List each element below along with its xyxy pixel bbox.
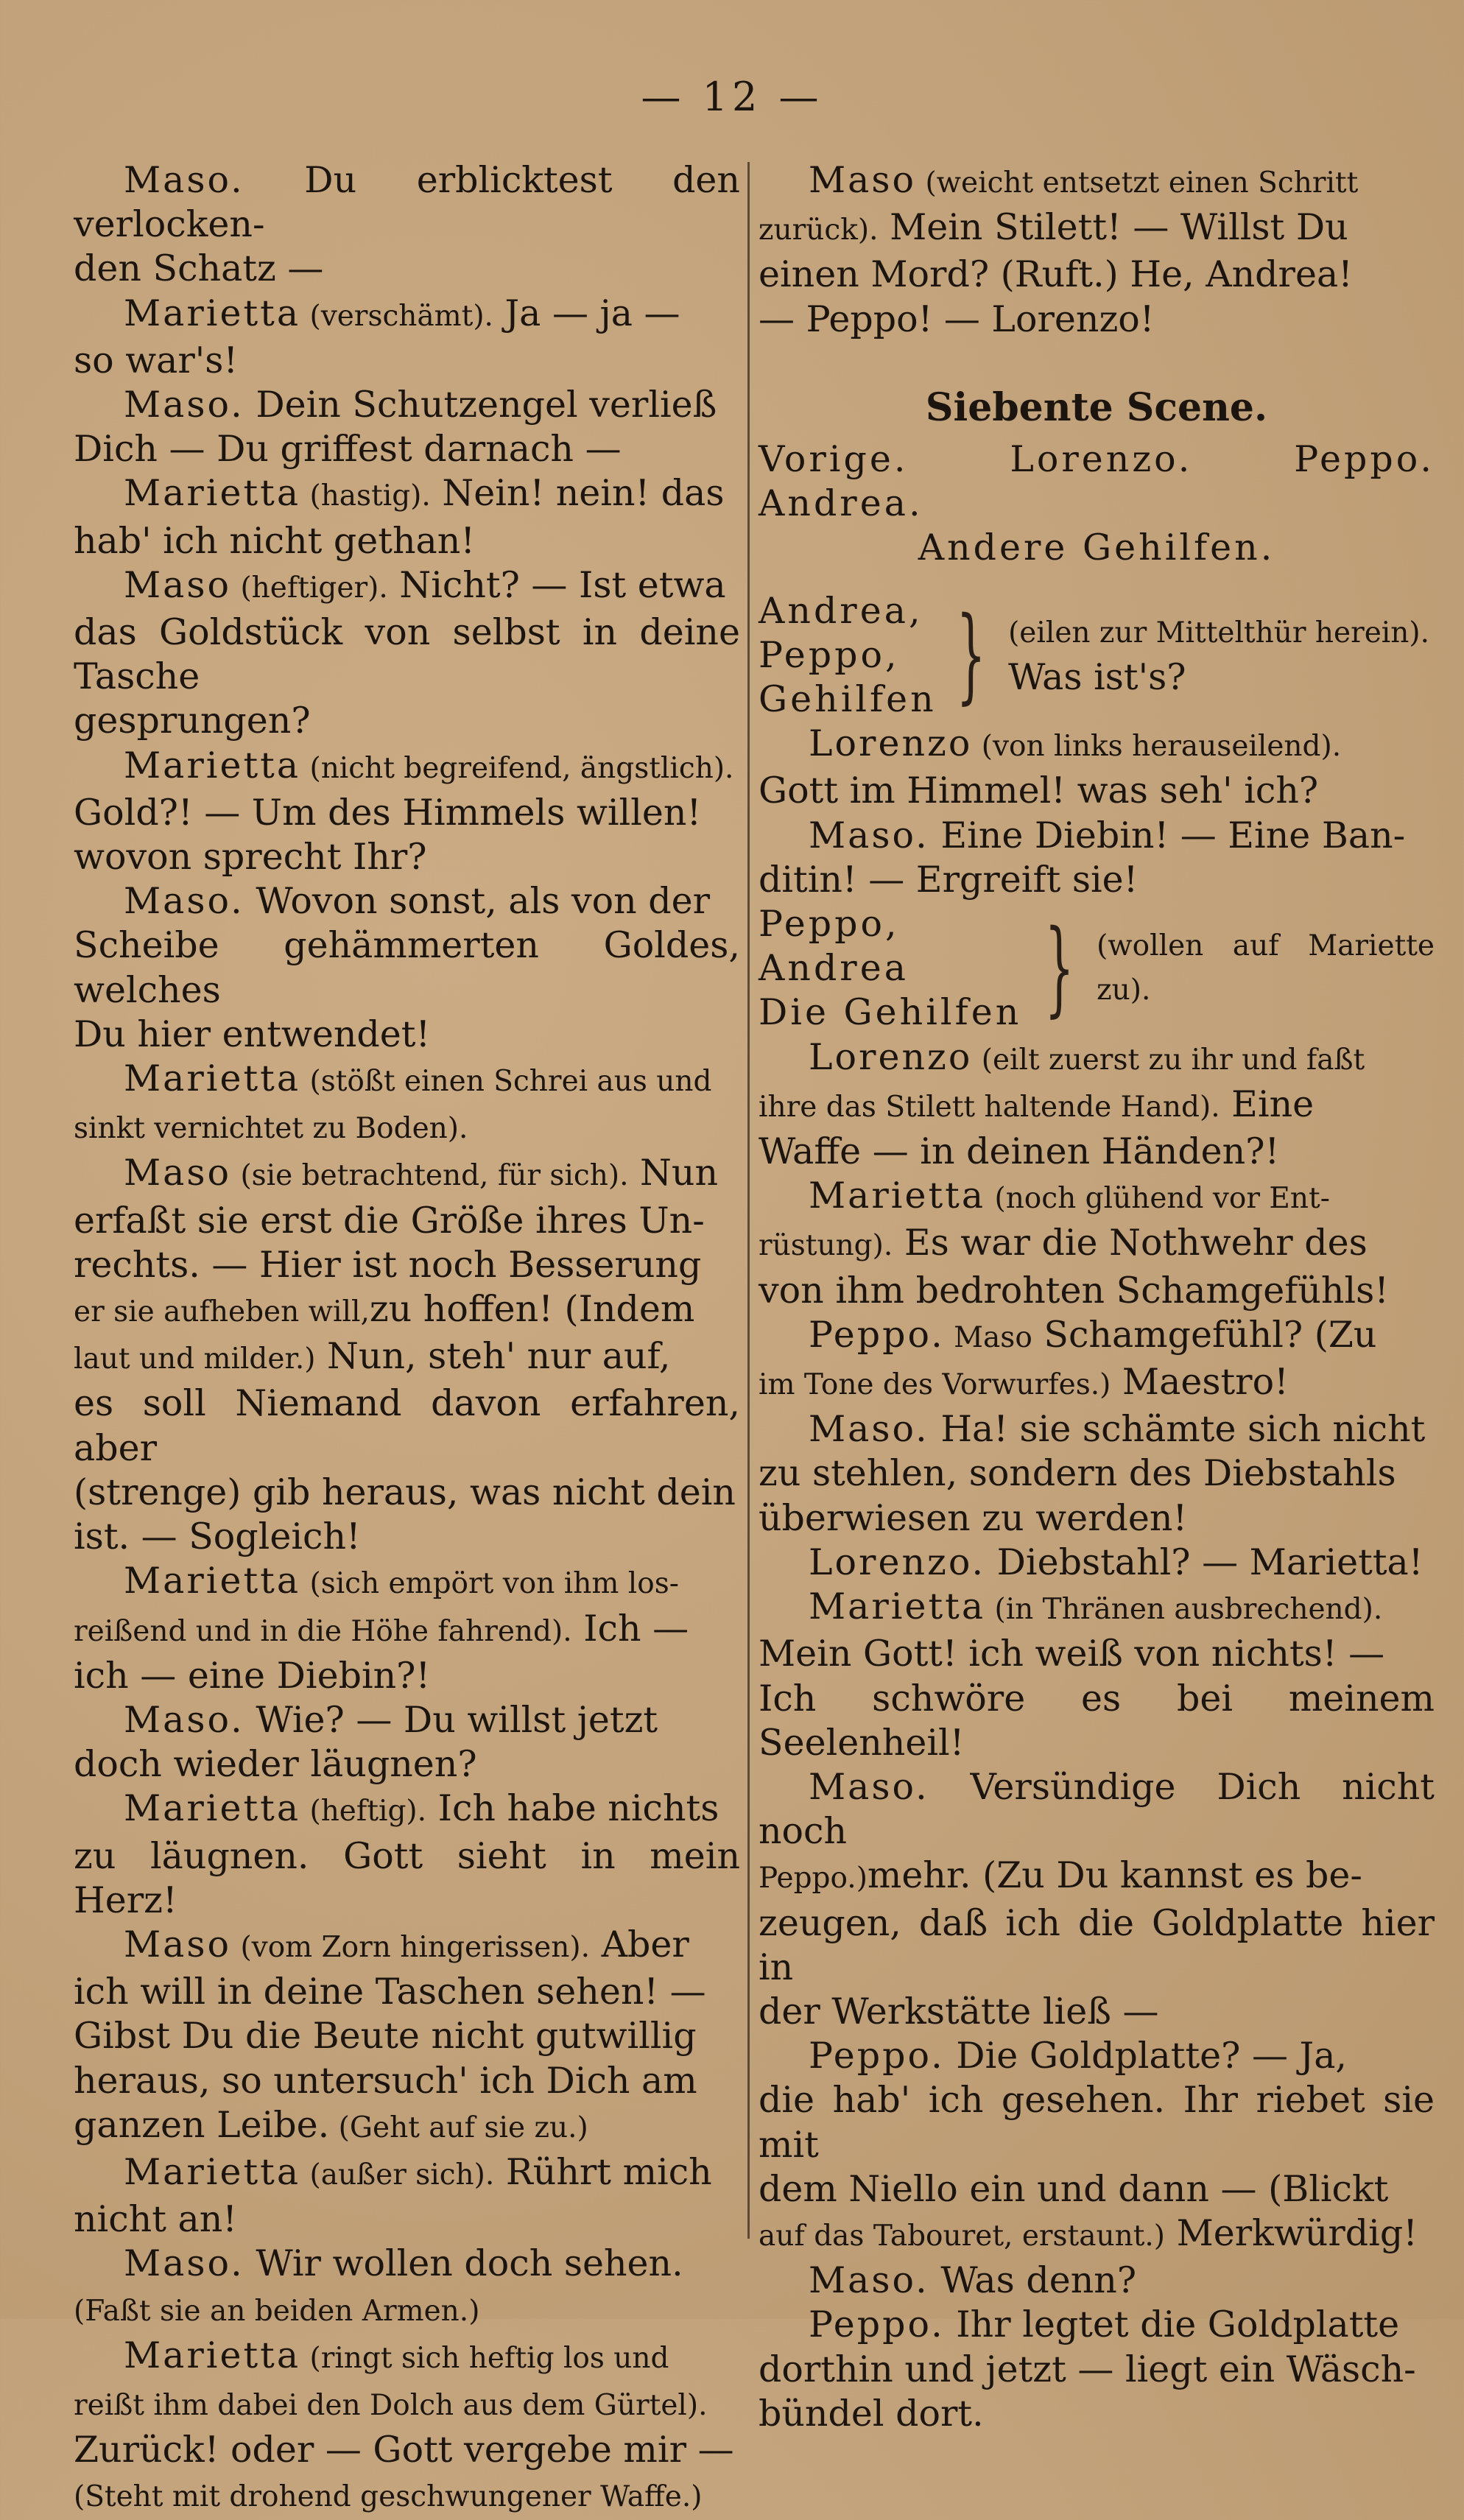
dialogue-text: Dein Schutzengel verließ — [244, 384, 717, 426]
dialogue-text: das Goldstück von selbst in deine Tasche — [74, 611, 740, 698]
speaker-name: Maso. — [809, 814, 929, 856]
stage-direction: zurück). — [759, 214, 879, 247]
speaker-name: Marietta — [124, 2334, 301, 2376]
text-line — [74, 699, 740, 743]
dialogue-text: ditin! — Ergreift sie! — [759, 858, 1139, 901]
stage-direction: (noch glühend vor Ent- — [985, 1182, 1330, 1216]
text-line — [74, 1515, 740, 1559]
dialogue-text: Ha! sie schämte sich nicht — [929, 1408, 1426, 1451]
dialogue-text: Versündige Dich nicht noch — [759, 1765, 1435, 1853]
stage-direction: (eilt zuerst zu ihr und faßt — [972, 1043, 1365, 1077]
text-line — [759, 1313, 1435, 1360]
dialogue-text: Nun, steh' nur auf, — [315, 1335, 671, 1378]
text-line — [759, 2034, 1435, 2078]
dialogue-text: Schamgefühl? (Zu — [1032, 1313, 1377, 1356]
text-line — [759, 1541, 1435, 1585]
scene-title: Siebente Scene. — [925, 384, 1268, 430]
stage-direction: (verschämt). — [300, 299, 493, 333]
dialogue-text: Du erblicktest den verlocken- — [74, 159, 740, 246]
group-speaker: Andrea — [759, 947, 909, 990]
dialogue-text: zu stehlen, sondern des Diebstahls — [759, 1452, 1396, 1495]
dialogue-text: ist. — Sogleich! — [74, 1516, 361, 1558]
text-line — [74, 1742, 740, 1787]
text-line — [759, 1269, 1435, 1313]
stage-direction: Maso — [944, 1320, 1032, 1354]
text-line — [74, 791, 740, 835]
speaker-name: Marietta — [124, 472, 301, 515]
text-line — [74, 1698, 740, 1742]
text-line — [74, 2103, 740, 2150]
text-line — [759, 205, 1435, 253]
text-line — [74, 2472, 740, 2519]
speaker-name: Marietta — [124, 2150, 301, 2193]
text-line — [74, 1787, 740, 1834]
dialogue-text: — Peppo! — Lorenzo! — [759, 298, 1155, 340]
dialogue-text: wovon sprecht Ihr? — [74, 836, 427, 879]
text-line — [74, 2150, 740, 2197]
dialogue-text: Ja — ja — — [493, 292, 680, 334]
text-line — [759, 2392, 1435, 2436]
stage-group-advance — [759, 902, 1435, 1035]
text-line — [759, 1990, 1435, 2034]
text-line — [74, 471, 740, 518]
dialogue-text: einen Mord? (Ruft.) He, Andrea! — [759, 253, 1353, 296]
text-line — [74, 2287, 740, 2334]
speaker-name: Maso — [124, 1152, 232, 1194]
dialogue-text: doch wieder läugnen? — [74, 1743, 477, 1786]
speaker-name: Lorenzo — [809, 1035, 973, 1078]
dialogue-text: Was ist's? — [1008, 655, 1186, 698]
dialogue-text: Mein Stilett! — Willst Du — [878, 206, 1348, 249]
text-line — [74, 1334, 740, 1382]
speaker-name: Marietta — [124, 1560, 301, 1602]
text-line — [74, 1559, 740, 1606]
dialogue-text: den Schatz — — [74, 247, 324, 290]
stage-direction: (nicht begreifend, ängstlich). — [300, 751, 734, 785]
dialogue-text: Eine — [1220, 1083, 1315, 1125]
speaker-name: Maso — [124, 563, 232, 606]
dialogue-text: Nun — [628, 1152, 719, 1194]
dialogue-text: Gold?! — Um des Himmels willen! — [74, 791, 702, 834]
dialogue-text: Ich schwöre es bei meinem Seelenheil! — [759, 1677, 1435, 1764]
stage-direction: im Tone des Vorwurfes.) — [759, 1368, 1111, 1402]
group-speaker: Peppo, — [759, 633, 900, 676]
text-line — [74, 2014, 740, 2058]
dialogue-text: Nein! nein! das — [430, 472, 725, 515]
dialogue-text: Diebstahl? — Marietta! — [985, 1541, 1423, 1583]
dialogue-text: Aber — [590, 1923, 689, 1965]
text-line — [759, 1677, 1435, 1765]
text-line — [74, 158, 740, 247]
dialogue-text: die hab' ich gesehen. Ihr riebet sie mit — [759, 2079, 1435, 2166]
text-line — [759, 1765, 1435, 1854]
text-line — [759, 1035, 1435, 1083]
dialogue-text: bündel dort. — [759, 2392, 984, 2435]
stage-direction: (sie betrachtend, für sich). — [231, 1159, 629, 1193]
dialogue-text: nicht an! — [74, 2198, 237, 2241]
stage-direction: (wollen auf Mariette zu). — [1097, 929, 1435, 1007]
text-line — [74, 835, 740, 879]
text-line — [759, 1632, 1435, 1676]
speaker-name: Maso. — [809, 1765, 929, 1808]
text-line — [759, 1451, 1435, 1496]
text-line — [74, 519, 740, 563]
stage-direction: sinkt vernichtet zu Boden). — [74, 1112, 468, 1146]
text-line — [759, 1585, 1435, 1632]
stage-direction: (sich empört von ihm los- — [300, 1567, 679, 1601]
stage-direction: (weicht entsetzt einen Schritt — [916, 166, 1359, 200]
text-line — [74, 1654, 740, 1698]
text-line — [759, 253, 1435, 297]
dialogue-text: (strenge) gib heraus, was nicht dein — [74, 1471, 736, 1513]
brace: } — [1044, 908, 1074, 1029]
stage-direction: (heftiger). — [231, 571, 388, 605]
stage-direction: er sie aufheben will, — [74, 1295, 370, 1329]
text-line — [74, 1243, 740, 1287]
text-line — [759, 2259, 1435, 2303]
stage-direction: (von links herauseilend). — [972, 730, 1342, 764]
speaker-name: Maso. — [124, 384, 244, 426]
stage-direction: reißt ihm dabei den Dolch aus dem Gürtel). — [74, 2388, 708, 2422]
text-line — [74, 1057, 740, 1104]
speaker-name: Marietta — [809, 1585, 986, 1628]
right-column — [759, 158, 1435, 2436]
text-line — [74, 1834, 740, 1923]
dialogue-text: Ich habe nichts — [426, 1787, 719, 1830]
group-speaker: Die Gehilfen — [759, 991, 1022, 1034]
text-line — [759, 858, 1435, 902]
stage-direction: (Faßt sie an beiden Armen.) — [74, 2294, 480, 2328]
dialogue-text: so war's! — [74, 339, 239, 381]
dialogue-text: Merkwürdig! — [1165, 2211, 1418, 2254]
stage-direction: (stößt einen Schrei aus und — [300, 1065, 712, 1099]
text-line — [759, 2303, 1435, 2347]
dialogue-text: überwiesen zu werden! — [759, 1496, 1188, 1539]
stage-direction: (eilen zur Mittelthür herein). — [1008, 616, 1429, 650]
stage-direction: rüstung). — [759, 1229, 893, 1263]
text-line — [759, 1407, 1435, 1451]
text-line — [74, 383, 740, 427]
text-line — [759, 2211, 1435, 2259]
dialogue-text: Ich — — [571, 1607, 689, 1650]
speaker-name: Maso. — [809, 2259, 929, 2302]
dialogue-text: Du hier entwendet! — [74, 1013, 431, 1055]
text-line — [74, 2059, 740, 2103]
dialogue-text: Es war die Nothwehr des — [893, 1222, 1368, 1264]
text-line — [759, 2167, 1435, 2211]
text-line — [74, 427, 740, 471]
text-line — [74, 2428, 740, 2472]
dialogue-text: ich will in deine Taschen sehen! — — [74, 1971, 706, 2013]
text-line — [759, 814, 1435, 858]
group-speaker: Peppo, — [759, 903, 900, 946]
cast-list-continued: Andere Gehilfen. — [918, 527, 1275, 569]
page-number: — 12 — — [641, 74, 823, 120]
text-line — [74, 610, 740, 699]
dialogue-text: der Werkstätte ließ — — [759, 1990, 1159, 2032]
dialogue-text: dorthin und jetzt — liegt ein Wäsch- — [759, 2348, 1416, 2390]
stage-direction: (ringt sich heftig los und — [300, 2341, 669, 2375]
speaker-name: Lorenzo — [809, 722, 973, 765]
speaker-name: Marietta — [124, 1787, 301, 1830]
text-line — [74, 1287, 740, 1334]
stage-direction: (hastig). — [300, 479, 431, 513]
dialogue-text: zu hoffen! (Indem — [369, 1288, 695, 1331]
dialogue-text: Wovon sonst, als von der — [244, 880, 711, 923]
speaker-name: Peppo. — [809, 2303, 945, 2346]
speaker-name: Marietta — [809, 1175, 986, 1217]
text-line — [74, 247, 740, 291]
text-line — [759, 769, 1435, 813]
stage-direction: (heftig). — [300, 1795, 427, 1829]
dialogue-text: von ihm bedrohten Schamgefühls! — [759, 1269, 1389, 1312]
text-line — [759, 2078, 1435, 2167]
dialogue-text: dem Niello ein und dann — (Blickt — [759, 2167, 1389, 2210]
dialogue-text: Wie? — Du willst jetzt — [244, 1698, 658, 1741]
text-line — [74, 339, 740, 383]
dialogue-text: zu läugnen. Gott sieht in mein Herz! — [74, 1834, 740, 1921]
stage-direction: laut und milder.) — [74, 1342, 316, 1376]
text-line — [759, 1901, 1435, 1990]
text-line — [74, 1151, 740, 1198]
cast-list: Vorige. Lorenzo. Peppo. Andrea. — [759, 438, 1435, 525]
text-line — [74, 2242, 740, 2286]
dialogue-text: zeugen, daß ich die Goldplatte hier in — [759, 1901, 1435, 1988]
text-line — [759, 1496, 1435, 1541]
speaker-name: Peppo. — [809, 1313, 945, 1356]
left-column — [74, 158, 740, 2520]
dialogue-text: Dich — Du griffest darnach — — [74, 428, 622, 471]
dialogue-text: Was denn? — [929, 2259, 1137, 2302]
speaker-name: Maso — [809, 159, 917, 201]
column-divider — [747, 162, 750, 2239]
text-line — [74, 1471, 740, 1515]
speaker-name: Maso. — [124, 2242, 244, 2285]
text-line — [74, 2197, 740, 2242]
dialogue-text: Maestro! — [1111, 1361, 1289, 1404]
dialogue-text: ganzen Leibe. — [74, 2103, 330, 2146]
text-line — [74, 1607, 740, 1654]
text-line — [74, 292, 740, 339]
text-line — [74, 1382, 740, 1470]
text-line — [759, 158, 1435, 205]
dialogue-text: Zurück! oder — Gott vergebe mir — — [74, 2429, 734, 2471]
text-line — [759, 298, 1435, 342]
dialogue-text: Eine Diebin! — Eine Ban- — [929, 814, 1406, 856]
speaker-name: Maso. — [124, 880, 244, 923]
text-line — [74, 923, 740, 1012]
dialogue-text: Die Goldplatte? — Ja, — [944, 2035, 1347, 2077]
brace: } — [956, 594, 986, 715]
dialogue-text: gesprungen? — [74, 700, 311, 742]
stage-direction: ihre das Stilett haltende Hand). — [759, 1090, 1220, 1124]
text-line — [74, 1199, 740, 1243]
text-line — [759, 722, 1435, 769]
dialogue-text: Nicht? — Ist etwa — [387, 563, 726, 606]
dialogue-text: Rührt mich — [494, 2150, 712, 2193]
text-line — [74, 563, 740, 610]
speaker-name: Lorenzo. — [809, 1541, 986, 1583]
dialogue-text: Du kannst es be- — [1044, 1854, 1362, 1897]
text-line — [759, 1174, 1435, 1221]
dialogue-text: erfaßt sie erst die Größe ihres Un- — [74, 1199, 705, 1242]
text-line — [74, 744, 740, 791]
text-line — [74, 2334, 740, 2381]
speaker-name: Peppo. — [809, 2035, 945, 2077]
dialogue-text: hab' ich nicht gethan! — [74, 519, 476, 562]
group-speaker: Andrea, — [759, 589, 923, 632]
text-line — [74, 2381, 740, 2428]
text-line — [74, 1104, 740, 1151]
speaker-name: Marietta — [124, 1057, 301, 1100]
stage-direction: (Geht auf sie zu.) — [329, 2111, 588, 2144]
dialogue-text: rechts. — Hier ist noch Besserung — [74, 1243, 702, 1286]
stage-direction: (vom Zorn hingerissen). — [231, 1930, 590, 1964]
stage-direction: (Steht mit drohend geschwungener Waffe.) — [74, 2480, 703, 2514]
dialogue-text: Wir wollen doch sehen. — [244, 2242, 683, 2285]
dialogue-text: Ihr legtet die Goldplatte — [944, 2303, 1400, 2346]
speaker-name: Maso. — [124, 159, 244, 201]
dialogue-text: ich — eine Diebin?! — [74, 1654, 431, 1697]
dialogue-text: heraus, so untersuch' ich Dich am — [74, 2059, 697, 2102]
dialogue-text: Scheibe gehämmerten Goldes, welches — [74, 924, 740, 1011]
dialogue-text: es soll Niemand davon erfahren, aber — [74, 1382, 740, 1469]
stage-direction: Peppo.) — [759, 1862, 868, 1896]
text-line — [759, 1360, 1435, 1407]
speaker-name: Maso. — [124, 1698, 244, 1741]
stage-direction: reißend und in die Höhe fahrend). — [74, 1614, 572, 1648]
speaker-name: Marietta — [124, 292, 301, 334]
speaker-name: Marietta — [124, 744, 301, 786]
dialogue-text: mehr. (Zu — [867, 1854, 1045, 1897]
group-speaker: Gehilfen — [759, 678, 937, 721]
text-line — [759, 1083, 1435, 1130]
dialogue-text: Gott im Himmel! was seh' ich? — [759, 770, 1319, 812]
text-line — [74, 1970, 740, 2014]
dialogue-text: Mein Gott! ich weiß von nichts! — — [759, 1633, 1385, 1675]
stage-direction: (außer sich). — [300, 2158, 495, 2192]
dialogue-text: Gibst Du die Beute nicht gutwillig — [74, 2015, 697, 2058]
speaker-name: Maso — [124, 1923, 232, 1965]
text-line — [759, 1854, 1435, 1901]
stage-group-entrance — [759, 589, 1435, 722]
text-line — [759, 2348, 1435, 2392]
text-line — [74, 1923, 740, 1970]
text-line — [74, 1013, 740, 1057]
text-line — [759, 1130, 1435, 1174]
dialogue-text: Waffe — in deinen Händen?! — [759, 1130, 1280, 1173]
stage-direction: auf das Tabouret, erstaunt.) — [759, 2219, 1165, 2253]
speaker-name: Maso. — [809, 1408, 929, 1451]
text-line — [74, 879, 740, 923]
text-line — [759, 1221, 1435, 1268]
stage-direction: (in Thränen ausbrechend). — [985, 1593, 1383, 1627]
